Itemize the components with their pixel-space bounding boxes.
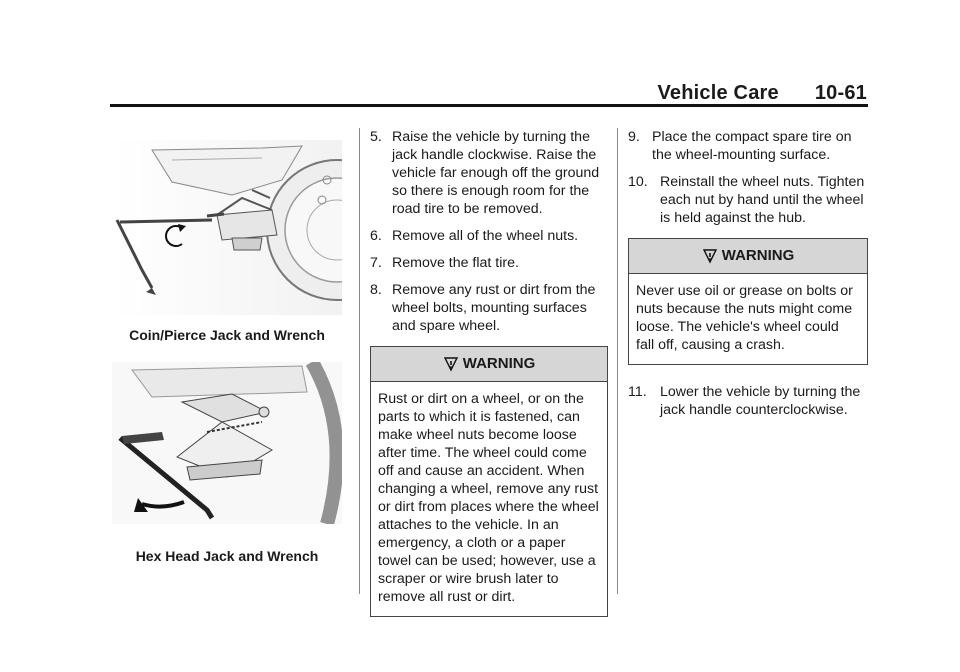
column-3 (628, 128, 868, 428)
warning-box (370, 346, 608, 617)
header-rule (110, 104, 868, 107)
list-item (628, 173, 868, 227)
list-item (628, 128, 868, 164)
step-number: 8. (370, 282, 382, 298)
page-number: 10-61 (814, 82, 867, 104)
warning-text: Never use oil or grease on bolts or nuts because the nuts might come loose. The vehicle's wheel could fall off, causing a crash. (636, 283, 853, 353)
hex-jack-illustration (112, 362, 342, 524)
step-number: 7. (370, 255, 382, 271)
warning-icon (702, 248, 718, 264)
step-text: Reinstall the wheel nuts. Tighten each nut by hand until the wheel is held against the hub. (660, 174, 865, 226)
figure-caption: Hex Head Jack and Wrench (135, 548, 319, 564)
step-text: Raise the vehicle by turning the jack handle clockwise. Raise the vehicle far enough off the ground so there is enough room for the road tire to be removed. (392, 129, 600, 217)
step-number: 6. (370, 228, 382, 244)
column-2 (370, 128, 608, 617)
column-divider (617, 128, 618, 594)
list-item (370, 281, 608, 335)
warning-title: WARNING (721, 247, 795, 264)
section-title: Vehicle Care (657, 82, 779, 104)
page-header (657, 82, 867, 105)
warning-text: Rust or dirt on a wheel, or on the parts to which it is fastened, can make wheel nuts become loose after time. The wheel could come off and cause an accident. When changing a wheel, remove any rust or dirt from places where the wheel attaches to the vehicle. In an emergency, a cloth or a paper towel can be used; however, use a scraper or wire brush later to remove all rust or dirt. (378, 391, 599, 605)
list-item (370, 128, 608, 218)
warning-box (628, 238, 868, 365)
step-text: Remove the flat tire. (392, 255, 519, 271)
warning-icon (443, 356, 459, 372)
step-number: 5. (370, 129, 382, 145)
jack-wrench-illustration (112, 140, 342, 315)
step-text: Lower the vehicle by turning the jack handle counterclockwise. (660, 384, 861, 418)
step-number: 9. (628, 129, 640, 145)
step-text: Remove all of the wheel nuts. (392, 228, 579, 244)
warning-header (371, 347, 607, 382)
step-text: Place the compact spare tire on the wheel-mounting surface. (652, 129, 852, 163)
warning-header (629, 239, 867, 274)
list-item (628, 383, 868, 419)
warning-title: WARNING (462, 355, 536, 372)
figure-hex-head-jack (112, 362, 342, 524)
list-item (370, 254, 608, 272)
step-text: Remove any rust or dirt from the wheel bolts, mounting surfaces and spare wheel. (392, 282, 596, 334)
column-divider (359, 128, 360, 594)
figure-coin-pierce-jack (112, 140, 342, 315)
figure-caption: Coin/Pierce Jack and Wrench (129, 327, 325, 343)
list-item (370, 227, 608, 245)
step-number: 11. (628, 384, 647, 400)
step-number: 10. (628, 174, 648, 190)
